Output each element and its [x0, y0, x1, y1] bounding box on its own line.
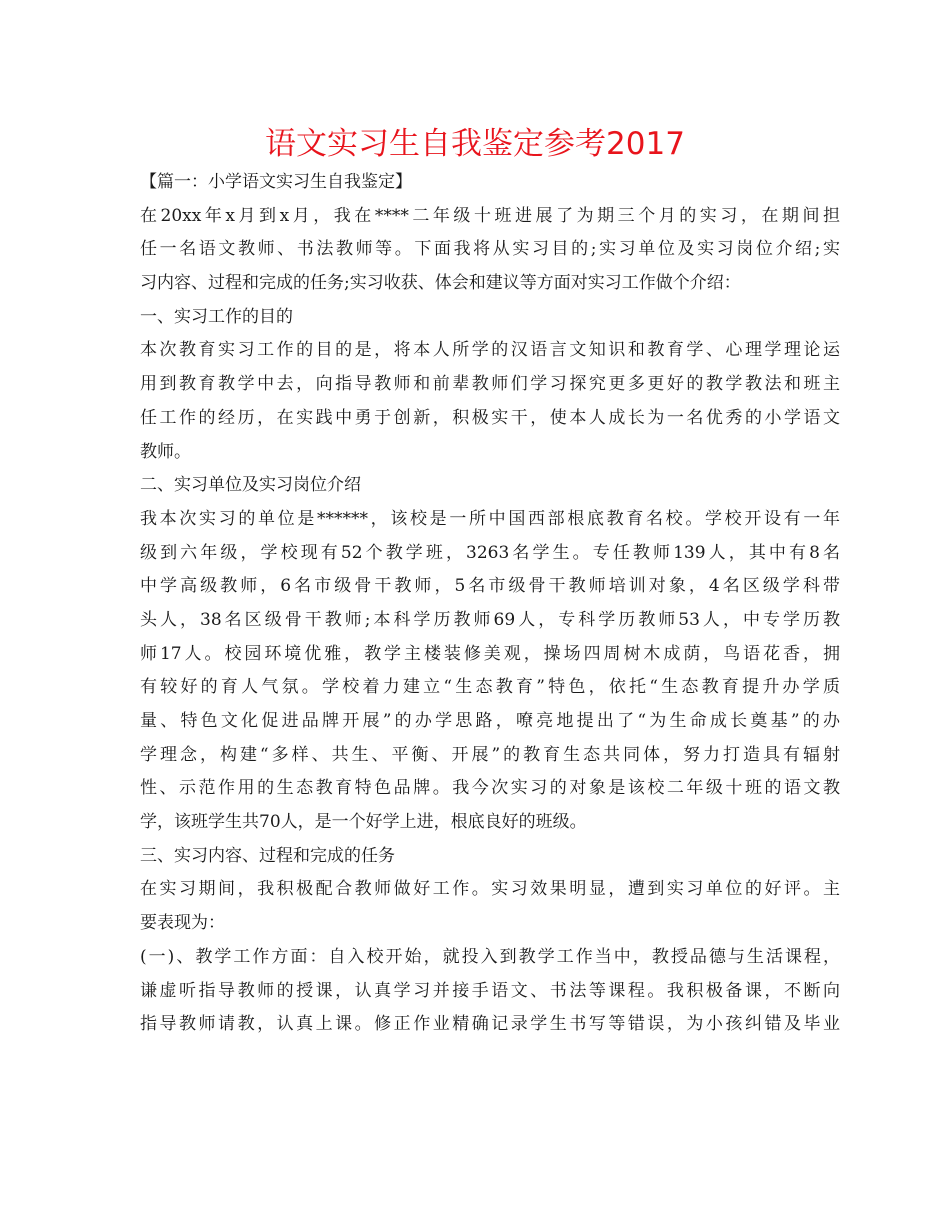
- text-line: 二、实习单位及实习岗位介绍: [140, 475, 361, 496]
- text-line: 要表现为：: [140, 913, 225, 934]
- text-line: 一、实习工作的目的: [140, 306, 293, 327]
- text-line: 用到教育教学中去，向指导教师和前辈教师们学习探究更多更好的教学教法和班主: [140, 374, 840, 395]
- text-line: 本次教育实习工作的目的是，将本人所学的汉语言文知识和教育学、心理学理论运: [140, 340, 840, 361]
- text-line: 任工作的经历，在实践中勇于创新，积极实干，使本人成长为一名优秀的小学语文: [140, 407, 840, 428]
- text-line: 三、实习内容、过程和完成的任务: [140, 845, 395, 866]
- text-line: 谦虚听指导教师的授课，认真学习并接手语文、书法等课程。我积极备课，不断向: [140, 980, 840, 1001]
- text-line: 指导教师请教，认真上课。修正作业精确记录学生书写等错误，为小孩纠错及毕业: [140, 1014, 840, 1035]
- text-line: 级到六年级，学校现有52个教学班，3263名学生。专任教师139人，其中有8名: [140, 542, 840, 563]
- text-line: 量、特色文化促进品牌开展”的办学思路，嘹亮地提出了“为生命成长奠基”的办: [140, 711, 840, 731]
- document-body: [140, 166, 840, 1042]
- document-title: 语文实习生自我鉴定参考2017: [265, 126, 685, 162]
- text-line: 头人，38名区级骨干教师;本科学历教师69人，专科学历教师53人，中专学历教: [140, 609, 840, 630]
- text-line: 学，该班学生共70人，是一个好学上进，根底良好的班级。: [140, 812, 587, 833]
- text-line: 在实习期间，我积极配合教师做好工作。实习效果明显，遭到实习单位的好评。主: [140, 879, 840, 900]
- text-line: 【篇一：小学语文实习生自我鉴定】: [140, 172, 412, 192]
- text-line: 教师。: [140, 441, 191, 462]
- text-line: 师17人。校园环境优雅，教学主楼装修美观，操场四周树木成荫，鸟语花香，拥: [140, 643, 840, 664]
- text-line: 在20xx年x月到x月，我在****二年级十班进展了为期三个月的实习，在期间担: [140, 205, 840, 226]
- text-line: 学理念，构建“多样、共生、平衡、开展”的教育生态共同体，努力打造具有辐射: [140, 744, 840, 765]
- text-line: 有较好的育人气氛。学校着力建立“生态教育”特色，依托“生态教育提升办学质: [140, 677, 840, 698]
- text-line: 习内容、过程和完成的任务;实习收获、体会和建议等方面对实习工作做个介绍：: [140, 273, 741, 294]
- text-line: 我本次实习的单位是******，该校是一所中国西部根底教育名校。学校开设有一年: [140, 508, 840, 529]
- text-line: 任一名语文教师、书法教师等。下面我将从实习目的;实习单位及实习岗位介绍;实: [140, 239, 840, 260]
- text-line: 性、示范作用的生态教育特色品牌。我今次实习的对象是该校二年级十班的语文教: [140, 778, 840, 799]
- text-line: 中学高级教师，6名市级骨干教师，5名市级骨干教师培训对象，4名区级学科带: [140, 576, 840, 597]
- text-line: (一)、教学工作方面：自入校开始，就投入到教学工作当中，教授品德与生活课程，: [140, 946, 840, 967]
